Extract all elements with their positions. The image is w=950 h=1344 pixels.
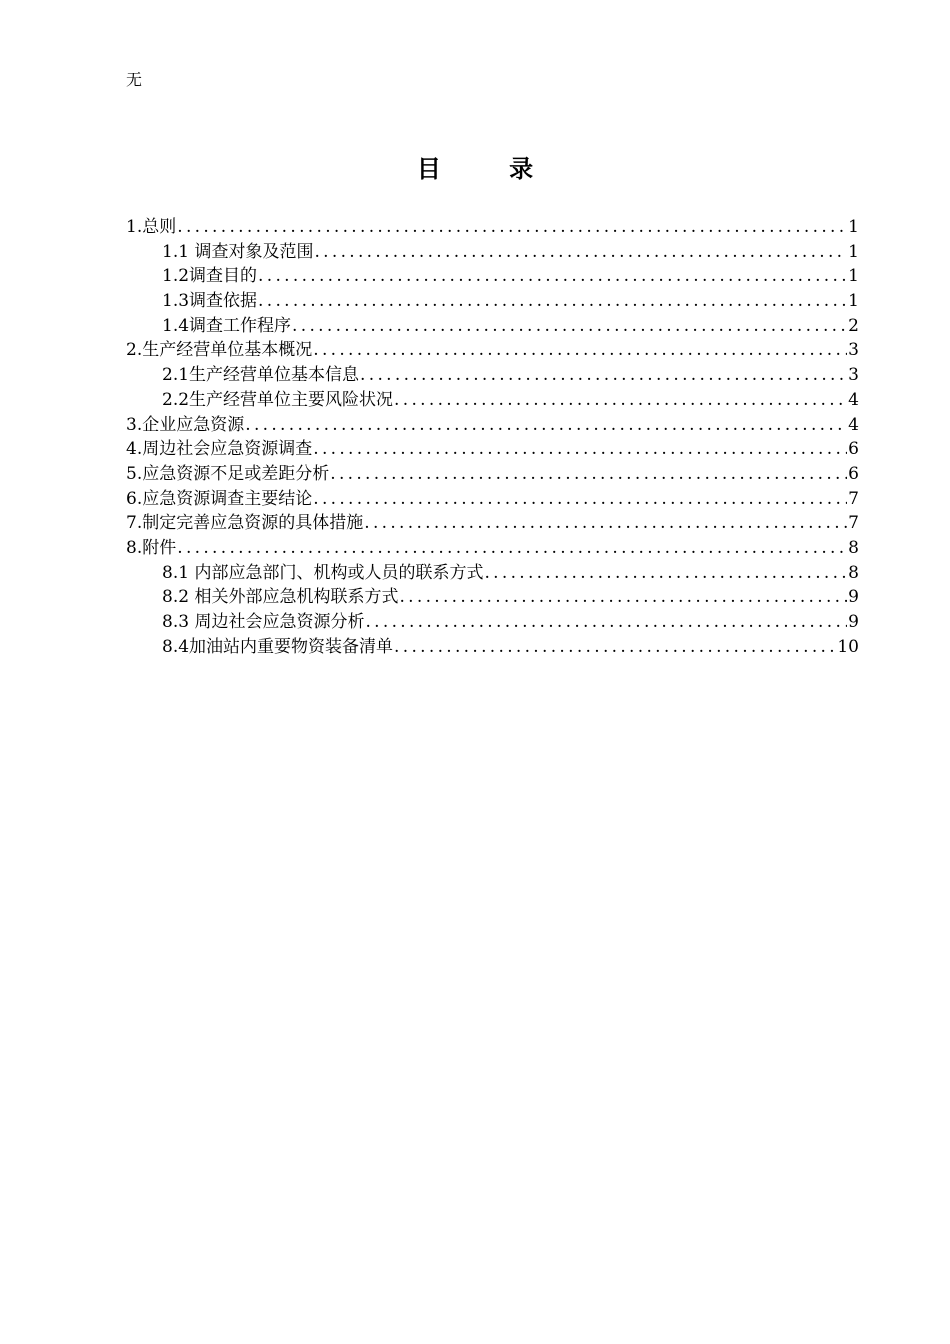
toc-entry-page-number: 9 xyxy=(848,612,859,632)
toc-entry[interactable] xyxy=(126,561,859,586)
toc-entry[interactable] xyxy=(126,240,859,265)
toc-entry-text: 4.周边社会应急资源调查 xyxy=(126,439,313,460)
toc-entry[interactable] xyxy=(126,338,859,363)
toc-entry-page-number: 1 xyxy=(848,217,859,237)
toc-dot-leader xyxy=(314,240,847,265)
toc-entry[interactable] xyxy=(126,289,859,314)
toc-dot-leader xyxy=(330,462,847,487)
toc-entry[interactable] xyxy=(126,314,859,339)
toc-entry[interactable] xyxy=(126,413,859,438)
toc-entry-page-number: 10 xyxy=(837,636,859,657)
toc-entry[interactable] xyxy=(126,487,859,512)
toc-entry-page-number: 2 xyxy=(848,315,859,336)
toc-entry[interactable] xyxy=(126,462,859,487)
toc-entry-text: 8.3 周边社会应急资源分析 xyxy=(162,612,365,632)
toc-entry-page-number: 8 xyxy=(848,562,859,583)
toc-entry-text: 8.4加油站内重要物资装备清单 xyxy=(162,636,394,657)
toc-entry-page-number: 4 xyxy=(848,414,859,435)
toc-dot-leader xyxy=(394,388,847,413)
table-of-contents xyxy=(126,215,859,659)
toc-dot-leader xyxy=(313,437,847,462)
toc-dot-leader xyxy=(258,264,847,289)
toc-dot-leader xyxy=(177,536,847,561)
toc-dot-leader xyxy=(245,413,847,438)
toc-dot-leader xyxy=(365,610,847,635)
toc-entry[interactable] xyxy=(126,437,859,462)
toc-entry-page-number: 3 xyxy=(848,365,859,386)
toc-entry-text: 6.应急资源调查主要结论 xyxy=(126,488,313,509)
toc-entry-text: 2.2生产经营单位主要风险状况 xyxy=(162,389,394,410)
toc-entry-text: 3.企业应急资源 xyxy=(126,414,245,435)
toc-entry-text: 1.4调查工作程序 xyxy=(162,315,292,336)
toc-dot-leader xyxy=(258,289,847,314)
toc-entry[interactable] xyxy=(126,388,859,413)
toc-title: 目 录 xyxy=(416,155,564,183)
toc-entry-text: 8.1 内部应急部门、机构或人员的联系方式 xyxy=(162,562,484,583)
toc-entry-page-number: 1 xyxy=(848,291,859,312)
toc-entry[interactable] xyxy=(126,635,859,660)
toc-entry-text: 2.1生产经营单位基本信息 xyxy=(162,365,360,386)
toc-entry[interactable] xyxy=(126,264,859,289)
toc-dot-leader xyxy=(292,314,847,339)
toc-entry-text: 8.附件 xyxy=(126,537,177,558)
toc-entry[interactable] xyxy=(126,363,859,388)
toc-dot-leader xyxy=(394,635,836,660)
toc-entry-text: 2.生产经营单位基本概况 xyxy=(126,340,313,361)
toc-dot-leader xyxy=(313,338,847,363)
toc-entry-text: 1.1 调查对象及范围 xyxy=(162,241,314,262)
toc-entry-page-number: 7 xyxy=(848,513,859,534)
toc-entry-text: 1.2调查目的 xyxy=(162,266,258,287)
toc-entry-page-number: 3 xyxy=(848,340,859,361)
toc-entry-page-number: 1 xyxy=(848,266,859,287)
toc-entry-page-number: 6 xyxy=(848,439,859,460)
toc-entry[interactable] xyxy=(126,215,859,240)
toc-entry-text: 8.2 相关外部应急机构联系方式 xyxy=(162,587,399,608)
toc-entry-text: 5.应急资源不足或差距分析 xyxy=(126,463,330,484)
toc-entry-text: 1.总则 xyxy=(126,217,177,237)
toc-dot-leader xyxy=(484,561,847,586)
toc-entry-page-number: 4 xyxy=(848,389,859,410)
header-note: 无 xyxy=(126,70,143,89)
toc-entry-page-number: 7 xyxy=(848,488,859,509)
toc-entry[interactable] xyxy=(126,511,859,536)
toc-dot-leader xyxy=(360,363,847,388)
toc-entry-page-number: 6 xyxy=(848,463,859,484)
toc-entry[interactable] xyxy=(126,536,859,561)
toc-dot-leader xyxy=(177,215,847,240)
toc-entry-page-number: 1 xyxy=(848,241,859,262)
toc-entry[interactable] xyxy=(126,585,859,610)
toc-entry[interactable] xyxy=(126,610,859,635)
toc-dot-leader xyxy=(399,585,847,610)
toc-entry-text: 7.制定完善应急资源的具体措施 xyxy=(126,513,364,534)
toc-entry-text: 1.3调查依据 xyxy=(162,291,258,312)
toc-entry-page-number: 9 xyxy=(848,587,859,608)
toc-dot-leader xyxy=(313,487,847,512)
toc-dot-leader xyxy=(364,511,847,536)
toc-entry-page-number: 8 xyxy=(848,537,859,558)
